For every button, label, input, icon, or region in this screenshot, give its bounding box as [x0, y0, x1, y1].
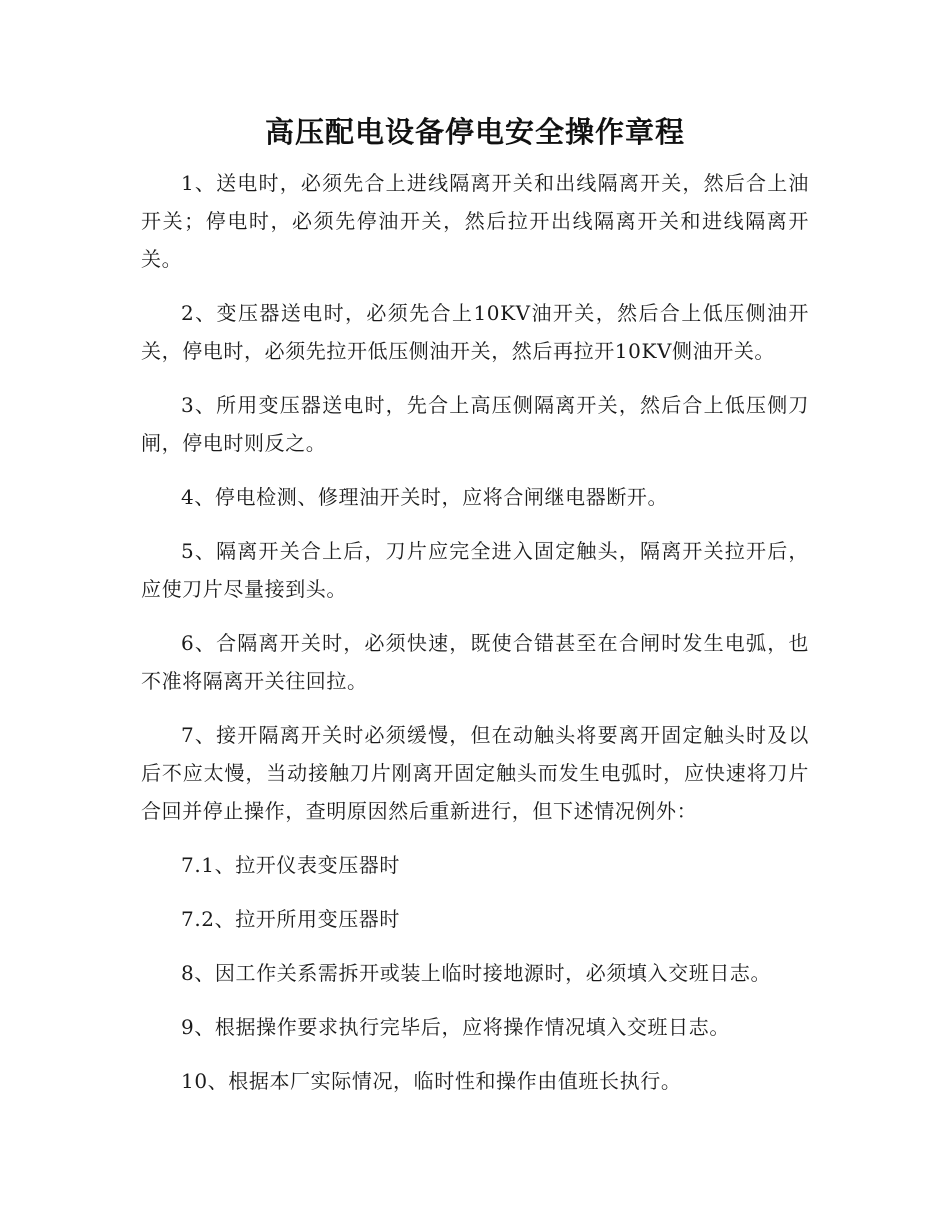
paragraph-4: 4、停电检测、修理油开关时，应将合闸继电器断开。 [181, 485, 669, 509]
paragraph-8: 8、因工作关系需拆开或装上临时接地源时，必须填入交班日志。 [181, 961, 772, 985]
paragraph-7-2: 7.2、拉开所用变压器时 [181, 907, 401, 931]
paragraph-9: 9、根据操作要求执行完毕后，应将操作情况填入交班日志。 [181, 1015, 730, 1039]
paragraph-7-1: 7.1、拉开仪表变压器时 [181, 853, 401, 877]
paragraph-3: 3、所用变压器送电时，先合上高压侧隔离开关，然后合上低压侧刀闸，停电时则反之。 [141, 393, 809, 455]
document-body [141, 164, 809, 1116]
document-title: 高压配电设备停电安全操作章程 [264, 115, 685, 149]
paragraph-2: 2、变压器送电时，必须先合上10KV油开关，然后合上低压侧油开关，停电时，必须先拉开低压侧油开关，然后再拉开10KV侧油开关。 [141, 301, 809, 363]
paragraph-1: 1、送电时，必须先合上进线隔离开关和出线隔离开关，然后合上油开关；停电时，必须先停油开关，然后拉开出线隔离开关和进线隔离开关。 [141, 171, 809, 271]
paragraph-7: 7、接开隔离开关时必须缓慢，但在动触头将要离开固定触头时及以后不应太慢，当动接触刀片刚离开固定触头而发生电弧时，应快速将刀片合回并停止操作，查明原因然后重新进行，但下述情况例外： [141, 723, 809, 823]
paragraph-6: 6、合隔离开关时，必须快速，既使合错甚至在合闸时发生电弧，也不准将隔离开关往回拉。 [141, 631, 809, 693]
paragraph-5: 5、隔离开关合上后，刀片应完全进入固定触头，隔离开关拉开后，应使刀片尽量接到头。 [141, 539, 809, 601]
paragraph-10: 10、根据本厂实际情况，临时性和操作由值班长执行。 [181, 1069, 682, 1093]
